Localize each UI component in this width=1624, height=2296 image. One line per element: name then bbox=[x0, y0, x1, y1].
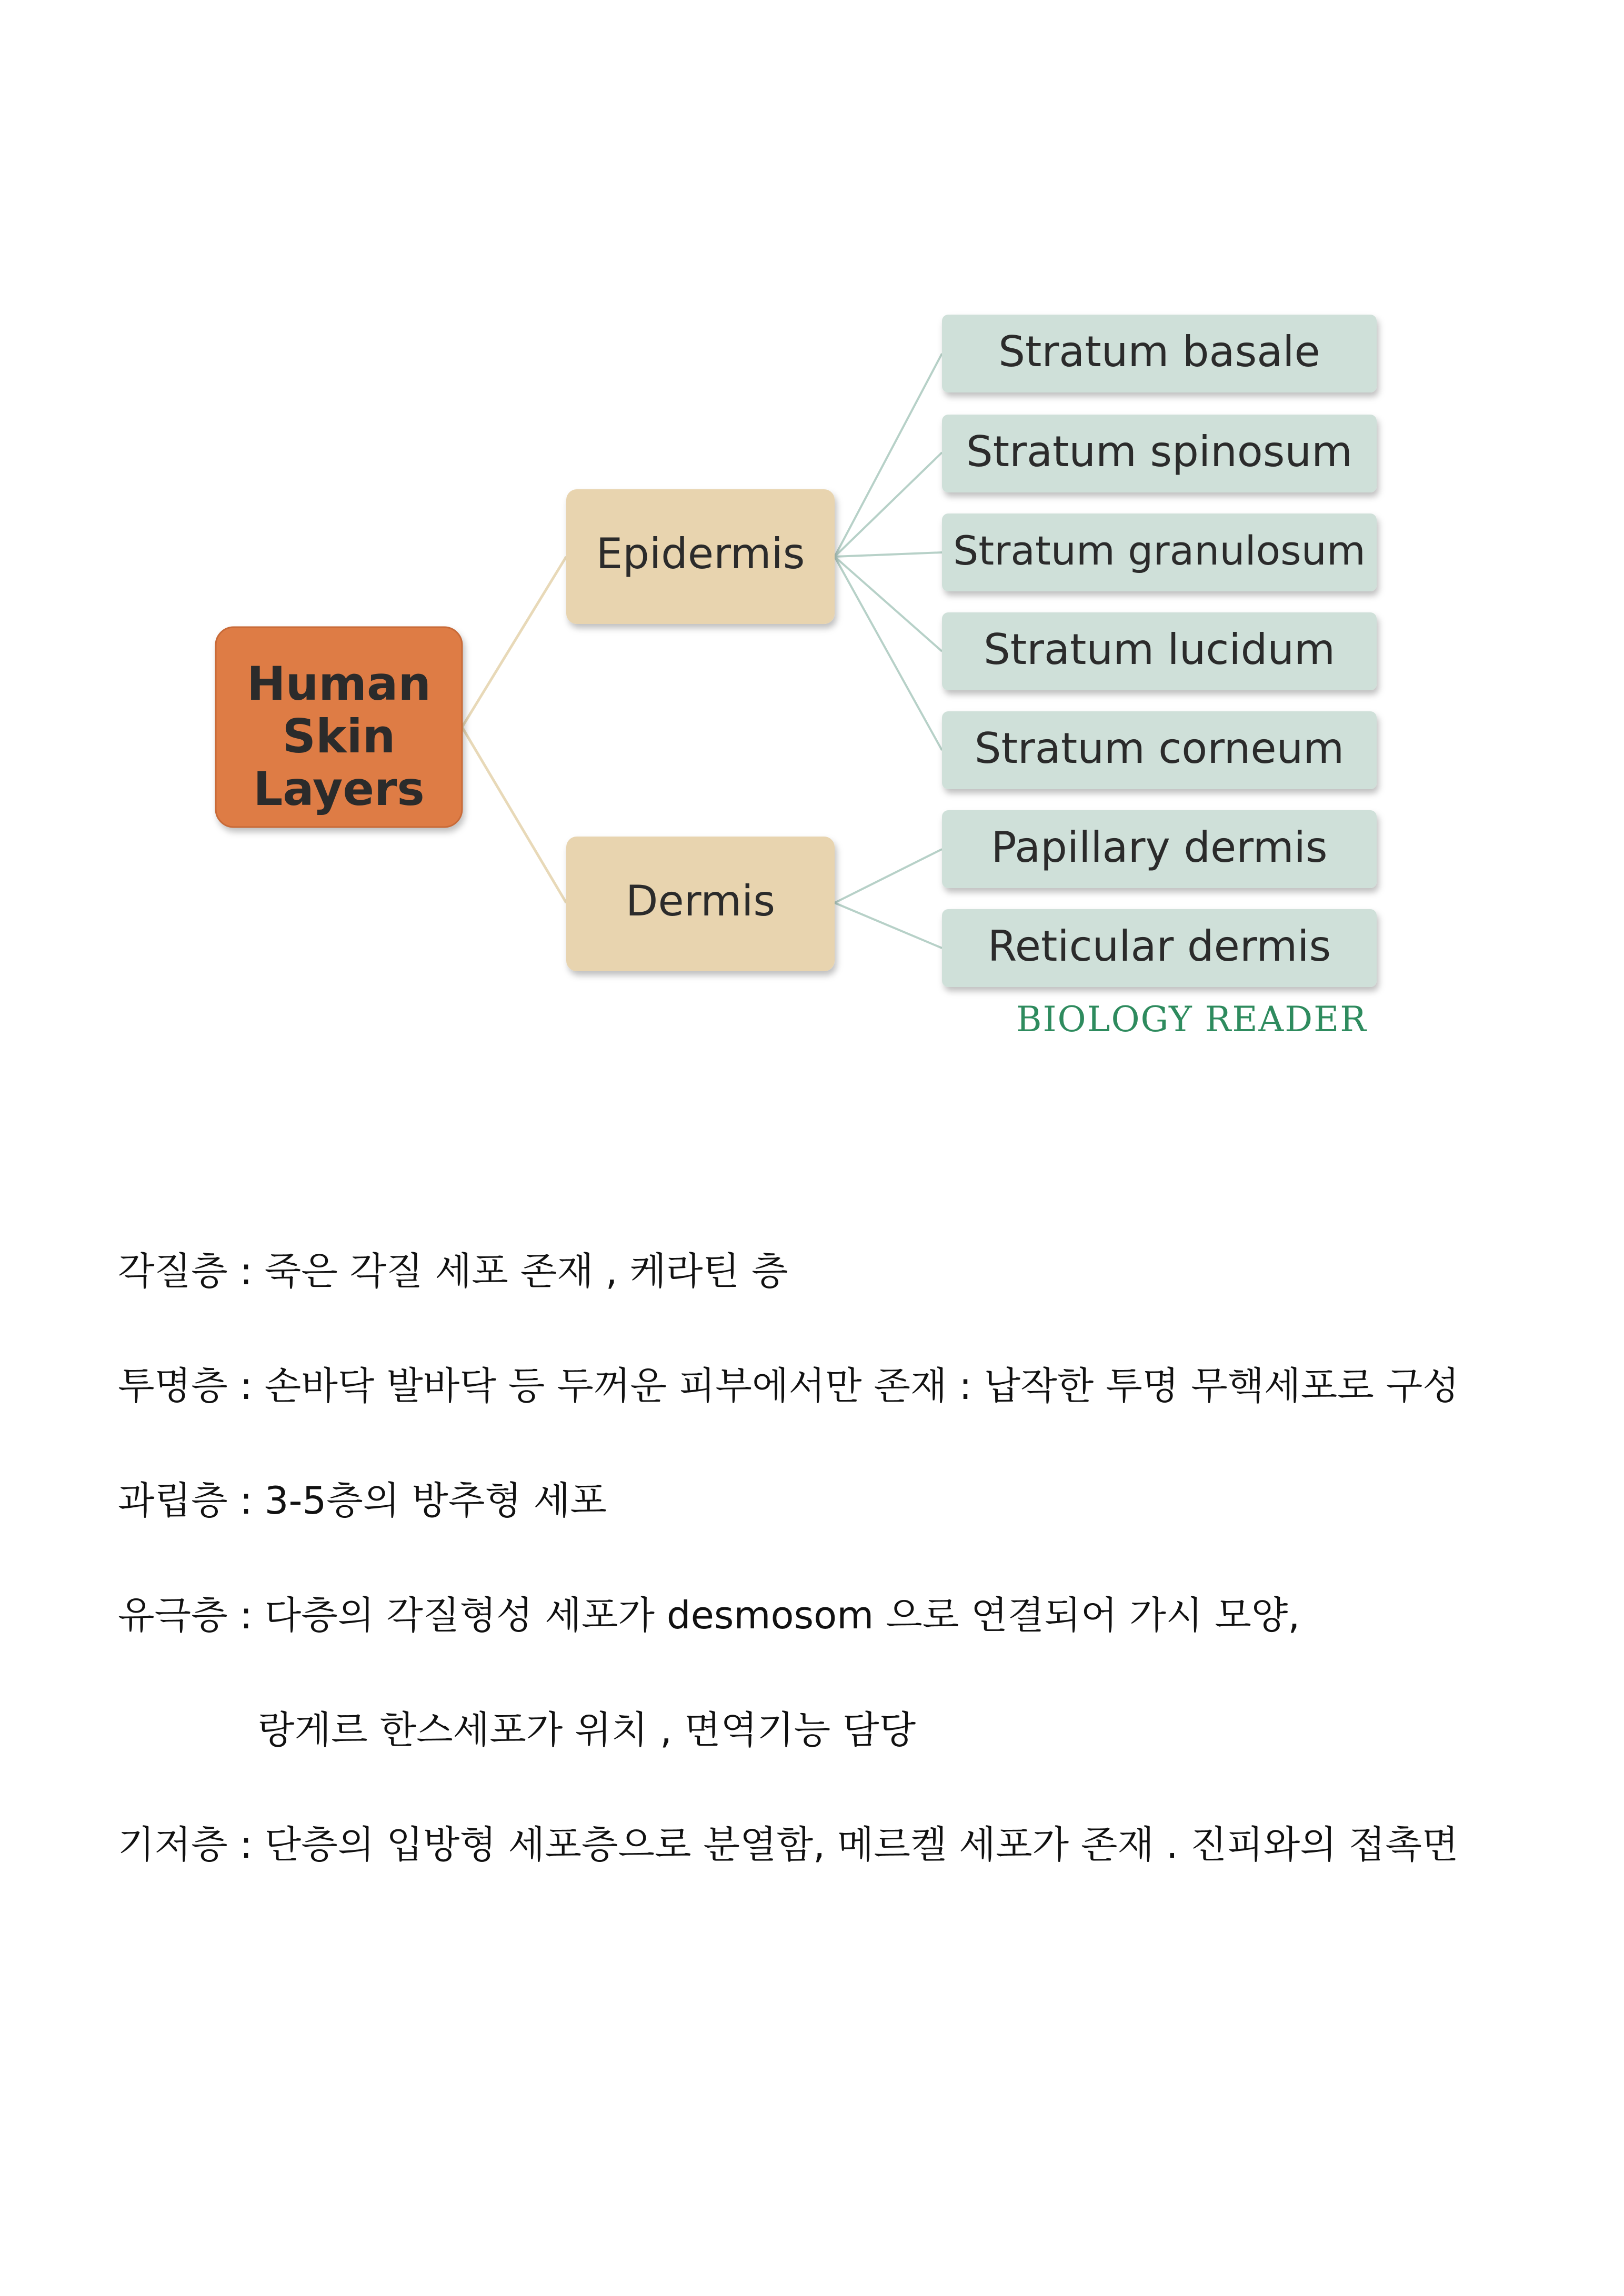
connector-dermis-reticular bbox=[835, 903, 942, 948]
leaf-label-stratum-lucidum: Stratum lucidum bbox=[983, 625, 1336, 674]
note-line-keratin-layer: 각질층 : 죽은 각질 세포 존재 , 케라틴 층 bbox=[118, 1249, 788, 1293]
note-line-granular-layer: 과립층 : 3-5층의 방추형 세포 bbox=[118, 1478, 607, 1523]
root-label-line-1: Human bbox=[246, 656, 432, 711]
leaf-label-papillary-dermis: Papillary dermis bbox=[991, 822, 1328, 872]
note-line-spinous-layer-continued: 랑게르 한스세포가 위치 , 면역기능 담당 bbox=[258, 1708, 916, 1752]
note-line-basal-layer: 기저층 : 단층의 입방형 세포층으로 분열함, 메르켈 세포가 존재 . 진피와의 접촉면 bbox=[118, 1822, 1459, 1867]
connector-root-dermis bbox=[462, 727, 566, 903]
epidermis-connectors bbox=[835, 354, 942, 750]
root-connectors bbox=[462, 557, 566, 903]
connector-epidermis-corneum bbox=[835, 557, 942, 750]
leaf-label-reticular-dermis: Reticular dermis bbox=[987, 921, 1331, 971]
leaf-label-stratum-corneum: Stratum corneum bbox=[974, 723, 1345, 773]
dermis-connectors bbox=[835, 849, 942, 948]
branch-label-epidermis: Epidermis bbox=[596, 529, 805, 578]
note-line-spinous-layer: 유극층 : 다층의 각질형성 세포가 desmosom 으로 연결되어 가시 모양, bbox=[118, 1593, 1300, 1637]
leaf-label-stratum-spinosum: Stratum spinosum bbox=[966, 427, 1353, 476]
note-line-clear-layer: 투명층 : 손바닥 발바닥 등 두꺼운 피부에서만 존재 : 납작한 투명 무핵세포로 구성 bbox=[118, 1364, 1459, 1408]
connector-dermis-papillary bbox=[835, 849, 942, 903]
connector-epidermis-granulosum bbox=[835, 552, 942, 557]
connector-root-epidermis bbox=[462, 557, 566, 727]
branch-label-dermis: Dermis bbox=[625, 876, 776, 925]
root-label-line-2: Skin bbox=[282, 709, 396, 763]
connector-epidermis-basale bbox=[835, 354, 942, 557]
connector-epidermis-lucidum bbox=[835, 557, 942, 651]
leaf-label-stratum-granulosum: Stratum granulosum bbox=[953, 527, 1366, 574]
connector-epidermis-spinosum bbox=[835, 452, 942, 557]
leaf-label-stratum-basale: Stratum basale bbox=[998, 327, 1320, 376]
credit-label: BIOLOGY READER bbox=[1016, 999, 1367, 1040]
root-label-line-3: Layers bbox=[253, 761, 425, 816]
